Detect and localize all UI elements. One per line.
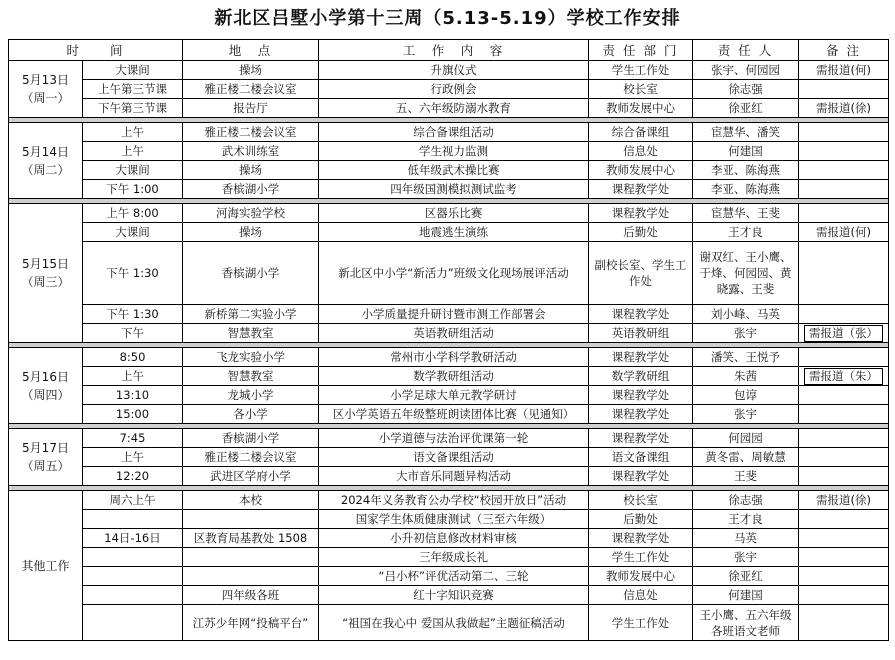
content-cell: 常州市小学科学教研活动 [319, 348, 589, 367]
place-cell: 河海实验学校 [183, 204, 319, 223]
note-cell [799, 429, 889, 448]
day-label [9, 348, 83, 424]
table-row [9, 605, 889, 641]
person-cell: 谢双红、王小鹰、于烽、何园园、黄晓露、王斐 [693, 242, 799, 305]
table-row [9, 223, 889, 242]
content-cell: 五、六年级防溺水教育 [319, 99, 589, 118]
table-row [9, 491, 889, 510]
time-cell: 下午 1:30 [83, 305, 183, 324]
person-cell: 马英 [693, 529, 799, 548]
note-cell [799, 142, 889, 161]
content-cell: 小学道德与法治评优课第一轮 [319, 429, 589, 448]
table-row [9, 586, 889, 605]
person-cell: 徐志强 [693, 491, 799, 510]
note-cell: 需报道(徐) [799, 99, 889, 118]
content-cell: 2024年义务教育公办学校“校园开放日”活动 [319, 491, 589, 510]
note-cell [799, 386, 889, 405]
place-cell: 操场 [183, 61, 319, 80]
content-cell: 小学质量提升研讨暨市测工作部署会 [319, 305, 589, 324]
place-cell: 四年级各班 [183, 586, 319, 605]
person-cell: 张宇 [693, 324, 799, 343]
table-row [9, 61, 889, 80]
day-label-line: 其他工作 [21, 558, 70, 573]
note-cell: 需报道(何) [799, 223, 889, 242]
note-cell [799, 405, 889, 424]
content-cell: 新北区中小学“新活力”班级文化现场展评活动 [319, 242, 589, 305]
day-label-line: 5月17日 [22, 441, 69, 455]
note-cell [799, 180, 889, 199]
header-row [9, 40, 889, 61]
day-label-line: （周五） [21, 459, 70, 473]
content-cell: 区器乐比赛 [319, 204, 589, 223]
dept-cell: 数学教研组 [589, 367, 693, 386]
note-cell [799, 242, 889, 305]
place-cell: 香槟湖小学 [183, 180, 319, 199]
day-label [9, 429, 83, 486]
place-cell: 雅正楼二楼会议室 [183, 80, 319, 99]
person-cell: 张宇、何园园 [693, 61, 799, 80]
person-cell: 张宇 [693, 548, 799, 567]
table-row [9, 448, 889, 467]
dept-cell: 后勤处 [589, 510, 693, 529]
content-cell: 大市音乐同题异构活动 [319, 467, 589, 486]
table-row [9, 467, 889, 486]
person-cell: 王斐 [693, 467, 799, 486]
time-cell: 大课间 [83, 61, 183, 80]
note-badge: 需报道（张） [804, 325, 883, 342]
dept-cell: 综合备课组 [589, 123, 693, 142]
day-label-line: （周一） [21, 91, 70, 105]
content-cell: 学生视力监测 [319, 142, 589, 161]
dept-cell: 校长室 [589, 491, 693, 510]
note-cell [799, 123, 889, 142]
day-label [9, 123, 83, 199]
content-cell: 国家学生体质健康测试（三至六年级） [319, 510, 589, 529]
note-cell [799, 586, 889, 605]
person-cell: 张宇 [693, 405, 799, 424]
place-cell: 雅正楼二楼会议室 [183, 448, 319, 467]
dept-cell: 信息处 [589, 142, 693, 161]
content-cell: 区小学英语五年级整班朗读团体比赛（见通知） [319, 405, 589, 424]
place-cell: 新桥第二实验小学 [183, 305, 319, 324]
time-cell [83, 605, 183, 641]
note-cell [799, 161, 889, 180]
note-cell [799, 467, 889, 486]
dept-cell: 学生工作处 [589, 61, 693, 80]
person-cell: 徐亚红 [693, 567, 799, 586]
table-row [9, 405, 889, 424]
person-cell: 王才良 [693, 223, 799, 242]
person-cell: 何建国 [693, 586, 799, 605]
table-row [9, 548, 889, 567]
content-cell: “祖国在我心中 爱国从我做起”主题征稿活动 [319, 605, 589, 641]
day-label [9, 491, 83, 641]
header-dept: 责 任 部 门 [589, 40, 693, 61]
note-cell [799, 529, 889, 548]
time-cell: 上午 [83, 367, 183, 386]
dept-cell: 课程教学处 [589, 429, 693, 448]
person-cell: 朱茜 [693, 367, 799, 386]
content-cell: 四年级国测模拟测试监考 [319, 180, 589, 199]
content-cell: 红十字知识竞赛 [319, 586, 589, 605]
dept-cell: 教师发展中心 [589, 161, 693, 180]
content-cell: 综合备课组活动 [319, 123, 589, 142]
table-row [9, 348, 889, 367]
time-cell [83, 548, 183, 567]
time-cell: 13:10 [83, 386, 183, 405]
time-cell: 下午 1:30 [83, 242, 183, 305]
person-cell: 王才良 [693, 510, 799, 529]
dept-cell: 课程教学处 [589, 204, 693, 223]
table-row [9, 305, 889, 324]
day-label-line: 5月16日 [22, 369, 69, 384]
table-row [9, 429, 889, 448]
dept-cell: 后勤处 [589, 223, 693, 242]
person-cell: 徐志强 [693, 80, 799, 99]
dept-cell: 课程教学处 [589, 180, 693, 199]
time-cell: 14日-16日 [83, 529, 183, 548]
day-label-line: 5月14日 [22, 144, 69, 159]
place-cell: 香槟湖小学 [183, 429, 319, 448]
time-cell: 上午 [83, 142, 183, 161]
place-cell [183, 567, 319, 586]
note-cell [799, 204, 889, 223]
content-cell: 低年级武术操比赛 [319, 161, 589, 180]
header-person: 责 任 人 [693, 40, 799, 61]
dept-cell: 学生工作处 [589, 605, 693, 641]
place-cell: 江苏少年网“投稿平台” [183, 605, 319, 641]
place-cell: 操场 [183, 161, 319, 180]
content-cell: 三年级成长礼 [319, 548, 589, 567]
content-cell: 数学教研组活动 [319, 367, 589, 386]
content-cell: 地震逃生演练 [319, 223, 589, 242]
table-row [9, 180, 889, 199]
place-cell [183, 548, 319, 567]
note-cell [799, 367, 889, 386]
place-cell: 操场 [183, 223, 319, 242]
time-cell: 12:20 [83, 467, 183, 486]
day-label-line: 5月15日 [22, 257, 69, 271]
time-cell: 7:45 [83, 429, 183, 448]
time-cell: 8:50 [83, 348, 183, 367]
content-cell: 升旗仪式 [319, 61, 589, 80]
day-label-line: （周二） [21, 162, 70, 177]
place-cell [183, 510, 319, 529]
table-row [9, 142, 889, 161]
dept-cell: 教师发展中心 [589, 99, 693, 118]
table-row [9, 123, 889, 142]
table-row [9, 367, 889, 386]
note-cell [799, 348, 889, 367]
place-cell: 飞龙实验小学 [183, 348, 319, 367]
content-cell: 行政例会 [319, 80, 589, 99]
header-time: 时 间 [9, 40, 183, 61]
person-cell: 潘笑、王悦予 [693, 348, 799, 367]
dept-cell: 副校长室、学生工作处 [589, 242, 693, 305]
page-title: 新北区吕墅小学第十三周（5.13-5.19）学校工作安排 [214, 8, 681, 29]
time-cell [83, 567, 183, 586]
place-cell: 香槟湖小学 [183, 242, 319, 305]
note-badge: 需报道（朱） [804, 368, 883, 385]
time-cell: 周六上午 [83, 491, 183, 510]
person-cell: 李亚、陈海燕 [693, 161, 799, 180]
table-row [9, 386, 889, 405]
day-label-line: （周三） [21, 275, 70, 289]
header-note: 备 注 [799, 40, 889, 61]
dept-cell: 英语教研组 [589, 324, 693, 343]
person-cell: 何建国 [693, 142, 799, 161]
note-cell: 需报道(何) [799, 61, 889, 80]
day-label-line: （周四） [21, 387, 70, 402]
dept-cell: 课程教学处 [589, 529, 693, 548]
note-cell [799, 305, 889, 324]
note-cell [799, 567, 889, 586]
person-cell: 宦慧华、潘笑 [693, 123, 799, 142]
table-row [9, 567, 889, 586]
table-row [9, 529, 889, 548]
note-cell [799, 448, 889, 467]
note-cell [799, 605, 889, 641]
table-row [9, 80, 889, 99]
person-cell: 徐亚红 [693, 99, 799, 118]
person-cell: 何园园 [693, 429, 799, 448]
place-cell: 报告厅 [183, 99, 319, 118]
header-content: 工 作 内 容 [319, 40, 589, 61]
time-cell [83, 586, 183, 605]
place-cell: 本校 [183, 491, 319, 510]
day-label [9, 204, 83, 343]
time-cell: 下午 1:00 [83, 180, 183, 199]
table-row [9, 510, 889, 529]
time-cell: 上午 [83, 448, 183, 467]
place-cell: 智慧教室 [183, 324, 319, 343]
person-cell: 宦慧华、王斐 [693, 204, 799, 223]
note-cell [799, 510, 889, 529]
content-cell: “吕小杯”评优活动第二、三轮 [319, 567, 589, 586]
dept-cell: 教师发展中心 [589, 567, 693, 586]
table-row [9, 99, 889, 118]
time-cell: 15:00 [83, 405, 183, 424]
dept-cell: 学生工作处 [589, 548, 693, 567]
time-cell: 下午第三节课 [83, 99, 183, 118]
person-cell: 包谆 [693, 386, 799, 405]
time-cell: 上午 8:00 [83, 204, 183, 223]
table-row [9, 204, 889, 223]
day-label [9, 61, 83, 118]
note-cell [799, 80, 889, 99]
note-cell: 需报道(徐) [799, 491, 889, 510]
dept-cell: 课程教学处 [589, 386, 693, 405]
note-cell [799, 548, 889, 567]
person-cell: 刘小峰、马英 [693, 305, 799, 324]
time-cell: 上午 [83, 123, 183, 142]
table-row [9, 242, 889, 305]
dept-cell: 信息处 [589, 586, 693, 605]
person-cell: 黄冬雷、周敏慧 [693, 448, 799, 467]
dept-cell: 课程教学处 [589, 348, 693, 367]
place-cell: 武术训练室 [183, 142, 319, 161]
content-cell: 小学足球大单元教学研讨 [319, 386, 589, 405]
place-cell: 武进区学府小学 [183, 467, 319, 486]
place-cell: 龙城小学 [183, 386, 319, 405]
schedule-table [8, 39, 889, 641]
time-cell: 大课间 [83, 161, 183, 180]
day-label-line: 5月13日 [22, 73, 69, 87]
table-row [9, 324, 889, 343]
person-cell: 王小鹰、五六年级各班语文老师 [693, 605, 799, 641]
content-cell: 小升初信息修改材料审核 [319, 529, 589, 548]
place-cell: 智慧教室 [183, 367, 319, 386]
time-cell: 上午第三节课 [83, 80, 183, 99]
place-cell: 雅正楼二楼会议室 [183, 123, 319, 142]
header-place: 地 点 [183, 40, 319, 61]
dept-cell: 校长室 [589, 80, 693, 99]
place-cell: 各小学 [183, 405, 319, 424]
dept-cell: 课程教学处 [589, 305, 693, 324]
person-cell: 李亚、陈海燕 [693, 180, 799, 199]
dept-cell: 课程教学处 [589, 405, 693, 424]
table-row [9, 161, 889, 180]
time-cell: 下午 [83, 324, 183, 343]
dept-cell: 语文备课组 [589, 448, 693, 467]
time-cell: 大课间 [83, 223, 183, 242]
content-cell: 语文备课组活动 [319, 448, 589, 467]
time-cell [83, 510, 183, 529]
dept-cell: 课程教学处 [589, 467, 693, 486]
content-cell: 英语教研组活动 [319, 324, 589, 343]
place-cell: 区教育局基教处 1508 [183, 529, 319, 548]
note-cell [799, 324, 889, 343]
